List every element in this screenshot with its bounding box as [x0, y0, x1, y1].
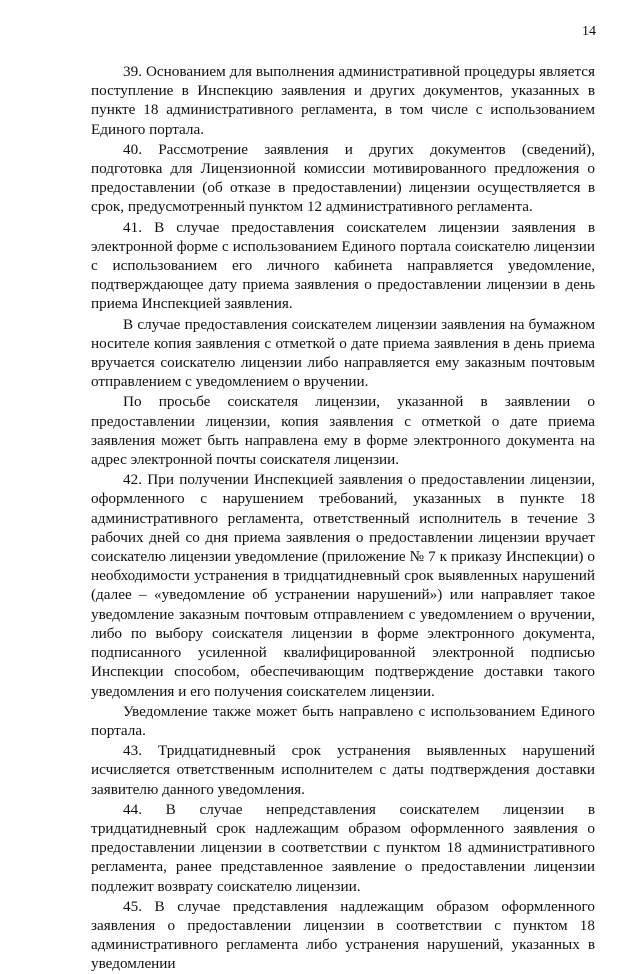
paragraph-41: 41. В случае предоставления соискателем лицензии заявления в электронной форме с использованием Единого портала соискателю лицензии с использованием его личного кабинета направляется уведомление, подтверждающее дату приема заявления о предоставлении лицензии в день приема Инспекцией заявления.	[91, 218, 595, 313]
paragraph-44: 44. В случае непредставления соискателем лицензии в тридцатидневный срок надлежащим образом оформленного заявления о предоставлении лицензии в соответствии с пунктом 18 административного регламента, ранее представленное заявление о предоставлении лицензии подлежит возврату соискателю лицензии.	[91, 800, 595, 895]
paragraph-41-electronic-copy: По просьбе соискателя лицензии, указанной в заявлении о предоставлении лицензии, копия заявления с отметкой о дате приема заявления может быть направлена ему в форме электронного документа на адрес электронной почты соискателя лицензии.	[91, 393, 595, 469]
paragraph-42-portal: Уведомление также может быть направлено с использованием Единого портала.	[91, 702, 595, 739]
paragraph-42: 42. При получении Инспекцией заявления о предоставлении лицензии, оформленного с нарушением требований, указанных в пункте 18 административного регламента, ответственный исполнитель в течение 3 рабочих дней со дня приема заявления о предоставлении лицензии вручает соискателю лицензии уведомление (приложение № 7 к приказу Инспекции) о необходимости устранения в тридцатидневный срок выявленных нарушений (далее – «уведомление об устранении нарушений») или направляет такое уведомление заказным почтовым отправлением с уведомлением о вручении, либо по выбору соискателя лицензии в форме электронного документа, подписанного усиленной квалифицированной электронной подписью Инспекции способом, обеспечивающим подтверждение доставки такого уведомления и его получения соискателем лицензии.	[91, 471, 595, 700]
paragraph-41-paper: В случае предоставления соискателем лицензии заявления на бумажном носителе копия заявления с отметкой о дате приема заявления в день приема вручается соискателю лицензии либо направляется ему заказным почтовым отправлением с уведомлением о вручении.	[91, 315, 595, 391]
paragraph-40: 40. Рассмотрение заявления и других документов (сведений), подготовка для Лицензионной комиссии мотивированного предложения о предоставлении (об отказе в предоставлении) лицензии осуществляется в срок, предусмотренный пунктом 12 административного регламента.	[91, 140, 595, 216]
paragraph-39: 39. Основанием для выполнения административной процедуры является поступление в Инспекцию заявления и других документов, указанных в пункте 18 административного регламента, в том числе с использованием Единого портала.	[91, 63, 595, 138]
paragraph-45: 45. В случае представления надлежащим образом оформленного заявления о предоставлении лицензии в соответствии с пунктом 18 административного регламента либо устранения нарушений, указанных в уведомлении	[91, 897, 595, 973]
document-body	[91, 62, 595, 974]
paragraph-43: 43. Тридцатидневный срок устранения выявленных нарушений исчисляется ответственным исполнителем с даты подтверждения доставки заявителю данного уведомления.	[91, 742, 595, 798]
page-number: 14	[582, 24, 596, 39]
